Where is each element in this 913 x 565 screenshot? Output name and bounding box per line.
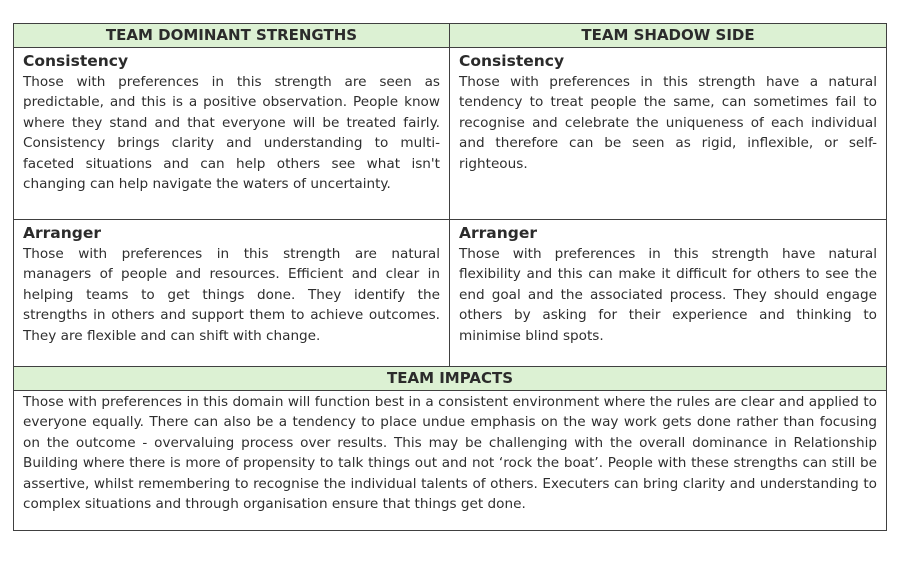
shadow-cell-consistency <box>450 48 887 220</box>
strength-cell-arranger <box>14 220 450 367</box>
team-impacts-text: Those with preferences in this domain will function best in a consistent environment where the rules are clear and applied to everyone equally. There can also be a tendency to place undue emphasis on the way work gets done rather than focusing on the outcome - overvaluing process over results. This may be challenging with the overall dominance in Relationship Building where there is more of propensity to talk things out and not ‘rock the boat’. People with these strengths can still be assertive, whilst remembering to recognise the individual talents of others. Executers can bring clarity and understanding to complex situations and through organisation ensure that things get done. <box>23 394 877 513</box>
header-row <box>14 24 887 48</box>
strength-title: Arranger <box>23 224 102 242</box>
strength-description: Those with preferences in this strength are seen as predictable, and this is a positive observation. People know where they stand and that everyone will be treated fairly. Consistency brings clarity and understanding to multi-faceted situations and can help others see what isn't changing can help navigate the waters of uncertainty. <box>23 74 440 193</box>
shadow-description: Those with preferences in this strength have a natural tendency to treat people the same, can sometimes fail to recognise and celebrate the uniqueness of each individual and therefore can be seen as rigid, inflexible, or self-righteous. <box>459 74 877 172</box>
impacts-row <box>14 391 887 531</box>
header-shadow-side: TEAM SHADOW SIDE <box>450 24 887 48</box>
strengths-table <box>13 23 887 531</box>
shadow-title: Arranger <box>459 224 538 242</box>
team-impacts-cell <box>14 391 887 531</box>
strength-cell-consistency <box>14 48 450 220</box>
table-row <box>14 48 887 220</box>
shadow-description: Those with preferences in this strength have natural flexibility and this can make it difficult for others to see the end goal and the associated process. They should engage others by asking for their experience and thinking to minimise blind spots. <box>459 246 877 344</box>
impacts-header-row <box>14 367 887 391</box>
shadow-title: Consistency <box>459 52 565 70</box>
strength-description: Those with preferences in this strength are natural managers of people and resources. Efficient and clear in helping teams to get things done. They identify the strengths in others and support them to achieve outcomes. They are flexible and can shift with change. <box>23 246 440 344</box>
shadow-cell-arranger <box>450 220 887 367</box>
header-team-impacts: TEAM IMPACTS <box>14 367 887 391</box>
strength-title: Consistency <box>23 52 129 70</box>
table-row <box>14 220 887 367</box>
header-dominant-strengths: TEAM DOMINANT STRENGTHS <box>14 24 450 48</box>
